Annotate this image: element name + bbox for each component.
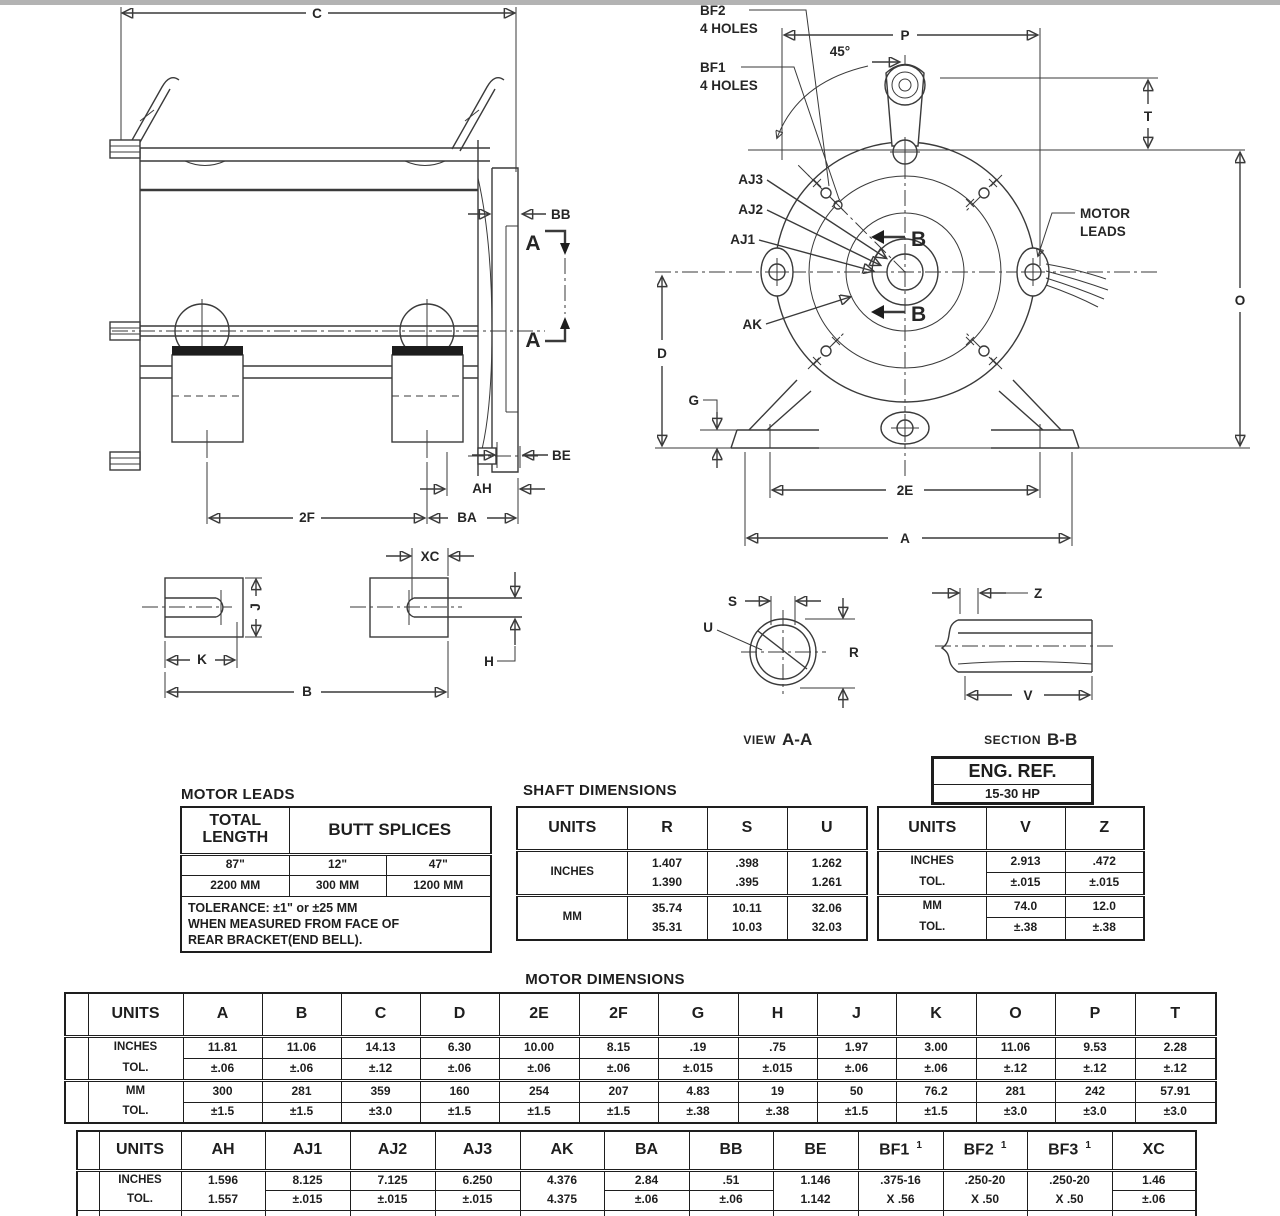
slot-left — [142, 578, 243, 637]
column-header: G — [658, 993, 738, 1036]
label-ak: AK — [742, 317, 762, 332]
edge-cell — [65, 1036, 88, 1058]
cell: ±3.0 — [976, 1102, 1055, 1123]
row-label: TOL. — [88, 1058, 183, 1080]
edge-cell — [65, 1058, 88, 1080]
cell: 1200 MM — [386, 875, 491, 896]
cell: 1.146 — [773, 1170, 858, 1190]
label-g: G — [688, 393, 699, 408]
shaft-dimensions-table — [516, 806, 868, 941]
label-r: R — [849, 645, 859, 660]
cell: 2.84 — [604, 1170, 689, 1190]
cell: ±.12 — [976, 1058, 1055, 1080]
table-row — [517, 807, 867, 850]
edge-cell — [65, 1102, 88, 1123]
cell — [773, 1210, 858, 1216]
dim-h — [484, 572, 515, 669]
column-header: V — [986, 807, 1065, 850]
cell — [520, 1210, 604, 1216]
column-header: BF1 $^1$ — [858, 1131, 943, 1170]
table-row — [77, 1190, 1196, 1210]
table-row — [65, 1036, 1216, 1058]
cell: 1.407 1.390 — [627, 850, 707, 895]
cell: ±.015 — [435, 1190, 520, 1210]
cell: 50 — [817, 1080, 896, 1102]
label-o: O — [1234, 293, 1246, 308]
cell: 1.596 — [181, 1170, 265, 1190]
column-header: UNITS — [517, 807, 627, 850]
view-aa-caption-prefix: VIEW — [743, 733, 776, 747]
side-view — [110, 6, 571, 525]
label-section-b-top: B — [911, 228, 927, 251]
edge-cell — [65, 1080, 88, 1102]
column-header: U — [787, 807, 867, 850]
label-u: U — [703, 620, 713, 635]
cell: 1.557 — [181, 1190, 265, 1210]
section-marker-b — [871, 228, 926, 326]
cell: 2.28 — [1135, 1036, 1216, 1058]
label-v: V — [1023, 688, 1033, 703]
tolerance-note — [181, 896, 491, 952]
label-motor-leads-1: MOTOR — [1080, 206, 1130, 221]
cell: 160 — [420, 1080, 499, 1102]
cell: ±1.5 — [262, 1102, 341, 1123]
column-header: BF2 $^1$ — [943, 1131, 1027, 1170]
label-2f: 2F — [299, 510, 315, 525]
edge-cell — [77, 1210, 99, 1216]
note-line: WHEN MEASURED FROM FACE OF — [188, 916, 400, 931]
motor-leads-callout — [1038, 206, 1130, 307]
cell: 35.74 35.31 — [627, 895, 707, 940]
cell — [181, 1210, 265, 1216]
cell: 254 — [499, 1080, 579, 1102]
column-header: AJ2 — [350, 1131, 435, 1170]
dim-c — [121, 6, 516, 172]
cell: 6.30 — [420, 1036, 499, 1058]
cell: ±1.5 — [420, 1102, 499, 1123]
table-row — [77, 1131, 1196, 1170]
table-row — [65, 1058, 1216, 1080]
column-header: AK — [520, 1131, 604, 1170]
label-aj2: AJ2 — [738, 202, 763, 217]
header-butt-splices: BUTT SPLICES — [289, 807, 491, 854]
label-h: H — [484, 654, 494, 669]
cell: 4.375 — [520, 1190, 604, 1210]
column-header: D — [420, 993, 499, 1036]
cell: ±.06 — [579, 1058, 658, 1080]
table-row — [181, 875, 491, 896]
cell: 19 — [738, 1080, 817, 1102]
table-row — [181, 854, 491, 875]
column-header: BB — [689, 1131, 773, 1170]
cell: 7.125 — [350, 1170, 435, 1190]
cell: ±.06 — [1112, 1190, 1196, 1210]
label-s: S — [727, 594, 737, 609]
column-header: T — [1135, 993, 1216, 1036]
dim-r — [800, 598, 859, 708]
label-ah: AH — [472, 481, 492, 496]
footnote-marker: 1 — [1000, 1140, 1007, 1152]
header-total-length: TOTAL LENGTH — [181, 807, 289, 854]
slot-right — [350, 578, 522, 637]
note-line: REAR BRACKET(END BELL). — [188, 932, 363, 947]
cell: ±.015 — [738, 1058, 817, 1080]
cell: 1.46 — [1112, 1170, 1196, 1190]
cell: 8.125 — [265, 1170, 350, 1190]
cell: 9.53 — [1055, 1036, 1135, 1058]
cell: ±.06 — [689, 1190, 773, 1210]
cell: ±1.5 — [499, 1102, 579, 1123]
label-ba: BA — [457, 510, 477, 525]
note-line: TOLERANCE: ±1" or ±25 MM — [188, 900, 358, 915]
cell: ±.12 — [1135, 1058, 1216, 1080]
label-bf2: BF2 — [700, 3, 726, 18]
label-section-a-bottom: A — [525, 329, 541, 352]
cell: 2.913 — [986, 850, 1065, 872]
cell: ±.06 — [499, 1058, 579, 1080]
column-header: P — [1055, 993, 1135, 1036]
column-header: BA — [604, 1131, 689, 1170]
cell: 300 — [183, 1080, 262, 1102]
cell: .250-20 — [943, 1170, 1027, 1190]
cell: 8.15 — [579, 1036, 658, 1058]
cell: ±.38 — [1065, 917, 1144, 940]
dim-u — [703, 620, 762, 650]
section-marker-aa — [525, 231, 570, 352]
view-aa — [703, 594, 859, 749]
labels-aj — [730, 172, 886, 271]
column-header: Z — [1065, 807, 1144, 850]
cell — [858, 1210, 943, 1216]
cell: .398 .395 — [707, 850, 787, 895]
column-header: AJ3 — [435, 1131, 520, 1170]
row-label: MM — [88, 1080, 183, 1102]
table-row — [65, 1102, 1216, 1123]
table-row — [517, 850, 867, 895]
cell: 10.00 — [499, 1036, 579, 1058]
lifting-lug — [885, 65, 925, 168]
column-header: H — [738, 993, 817, 1036]
cell — [1027, 1210, 1112, 1216]
label-bf1-sub: 4 HOLES — [700, 78, 758, 93]
table-row — [878, 917, 1144, 940]
column-header: R — [627, 807, 707, 850]
motor-dimensions-table — [64, 992, 1217, 1124]
cell: 76.2 — [896, 1080, 976, 1102]
label-bb: BB — [551, 207, 571, 222]
cell: ±.015 — [986, 872, 1065, 895]
dim-d — [657, 277, 667, 445]
column-header: UNITS — [88, 993, 183, 1036]
label-motor-leads-2: LEADS — [1080, 224, 1126, 239]
cell: ±1.5 — [817, 1102, 896, 1123]
cell: ±.06 — [420, 1058, 499, 1080]
cell: ±.015 — [265, 1190, 350, 1210]
cell: .19 — [658, 1036, 738, 1058]
label-section-a-top: A — [525, 232, 541, 255]
key-slot-views — [142, 548, 522, 699]
table-row — [878, 850, 1144, 872]
shaft-dimensions-title: SHAFT DIMENSIONS — [523, 782, 677, 799]
label-t: T — [1143, 109, 1153, 124]
eng-ref-value: 15-30 HP — [985, 786, 1040, 801]
vz-dimensions-table — [877, 806, 1145, 941]
cell: 207 — [579, 1080, 658, 1102]
dim-b-slots — [165, 641, 448, 699]
label-45: 45° — [829, 44, 851, 59]
cell: ±1.5 — [183, 1102, 262, 1123]
cell: 32.06 32.03 — [787, 895, 867, 940]
column-header: 2E — [499, 993, 579, 1036]
cell: 4.376 — [520, 1170, 604, 1190]
row-label: INCHES — [517, 850, 627, 895]
column-header: BE — [773, 1131, 858, 1170]
label-aj3: AJ3 — [738, 172, 763, 187]
cell: .250-20 — [1027, 1170, 1112, 1190]
table-row — [878, 895, 1144, 917]
dim-j — [245, 578, 263, 637]
cell: 4.83 — [658, 1080, 738, 1102]
cell: 6.250 — [435, 1170, 520, 1190]
row-label: INCHES — [99, 1170, 181, 1190]
section-bb-caption: B-B — [1047, 730, 1078, 749]
cell: .375-16 — [858, 1170, 943, 1190]
cell: ±.015 — [350, 1190, 435, 1210]
cell: 14.13 — [341, 1036, 420, 1058]
cell — [943, 1210, 1027, 1216]
lifting-hooks — [127, 78, 504, 151]
cell: 1.142 — [773, 1190, 858, 1210]
cell — [689, 1210, 773, 1216]
cell: X .50 — [943, 1190, 1027, 1210]
cell: X .56 — [858, 1190, 943, 1210]
column-header: AH — [181, 1131, 265, 1170]
cell: 12.0 — [1065, 895, 1144, 917]
column-header: B — [262, 993, 341, 1036]
eng-ref-title: ENG. REF. — [934, 759, 1091, 785]
cell: ±.06 — [183, 1058, 262, 1080]
front-feet — [655, 380, 1079, 448]
cell: ±.015 — [1065, 872, 1144, 895]
footnote-marker: 1 — [1085, 1140, 1091, 1152]
column-header: A — [183, 993, 262, 1036]
label-j: J — [248, 603, 263, 611]
cell: ±.38 — [986, 917, 1065, 940]
column-header: S — [707, 807, 787, 850]
cell: 57.91 — [1135, 1080, 1216, 1102]
column-header: 2F — [579, 993, 658, 1036]
column-header: XC — [1112, 1131, 1196, 1170]
dim-z — [932, 586, 1042, 614]
cell: ±.12 — [341, 1058, 420, 1080]
cell: 2200 MM — [181, 875, 289, 896]
cell: ±.38 — [658, 1102, 738, 1123]
cell: X .50 — [1027, 1190, 1112, 1210]
label-b: B — [302, 684, 312, 699]
column-header: UNITS — [99, 1131, 181, 1170]
cell: 12" — [289, 854, 386, 875]
edge-cell — [65, 993, 88, 1036]
feet — [172, 346, 463, 458]
row-label: TOL. — [878, 917, 986, 940]
motor-dimensions-title: MOTOR DIMENSIONS — [525, 971, 685, 988]
cell: ±.06 — [817, 1058, 896, 1080]
accessory-dimensions-table — [76, 1130, 1197, 1216]
cell — [99, 1210, 181, 1216]
front-view — [655, 3, 1250, 546]
dim-45deg — [777, 44, 899, 138]
cell: 281 — [976, 1080, 1055, 1102]
cell: 242 — [1055, 1080, 1135, 1102]
view-aa-caption: A-A — [782, 730, 813, 749]
column-header: K — [896, 993, 976, 1036]
table-row — [77, 1210, 1196, 1216]
cell — [350, 1210, 435, 1216]
column-header: BF3 $^1$ — [1027, 1131, 1112, 1170]
section-bb — [932, 586, 1115, 749]
cell: .75 — [738, 1036, 817, 1058]
cell — [1112, 1210, 1196, 1216]
edge-cell — [77, 1131, 99, 1170]
dim-v — [965, 676, 1092, 703]
cell: ±3.0 — [1135, 1102, 1216, 1123]
table-row — [878, 872, 1144, 895]
row-label: MM — [517, 895, 627, 940]
cell: 3.00 — [896, 1036, 976, 1058]
cell: 11.06 — [262, 1036, 341, 1058]
cell: ±.06 — [896, 1058, 976, 1080]
dim-xc — [386, 548, 474, 600]
label-a: A — [900, 531, 910, 546]
label-section-b-bottom: B — [911, 303, 927, 326]
row-label: TOL. — [878, 872, 986, 895]
motor-leads-table — [180, 806, 492, 953]
column-header: J — [817, 993, 896, 1036]
row-label: TOL. — [88, 1102, 183, 1123]
cell: ±1.5 — [896, 1102, 976, 1123]
label-c: C — [312, 6, 322, 21]
column-header: O — [976, 993, 1055, 1036]
column-header: UNITS — [878, 807, 986, 850]
dim-k — [165, 622, 237, 668]
cell: 359 — [341, 1080, 420, 1102]
footnote-marker: 1 — [916, 1140, 922, 1152]
column-header: C — [341, 993, 420, 1036]
cell: ±.015 — [658, 1058, 738, 1080]
cell — [604, 1210, 689, 1216]
edge-cell — [77, 1170, 99, 1190]
cell: 87" — [181, 854, 289, 875]
label-d: D — [657, 346, 667, 361]
row-label: INCHES — [88, 1036, 183, 1058]
row-label: TOL. — [99, 1190, 181, 1210]
dim-o — [1070, 153, 1250, 448]
cell: ±1.5 — [579, 1102, 658, 1123]
cell: 1.262 1.261 — [787, 850, 867, 895]
table-row — [878, 807, 1144, 850]
label-xc: XC — [420, 549, 440, 564]
table-row — [77, 1170, 1196, 1190]
cell — [435, 1210, 520, 1216]
label-z: Z — [1034, 586, 1043, 601]
cell: 10.11 10.03 — [707, 895, 787, 940]
cell: ±.06 — [262, 1058, 341, 1080]
cell: .472 — [1065, 850, 1144, 872]
dim-2f — [207, 462, 427, 525]
table-row — [65, 993, 1216, 1036]
dim-g — [688, 393, 740, 468]
cell: ±.38 — [738, 1102, 817, 1123]
cell: 11.06 — [976, 1036, 1055, 1058]
row-label: INCHES — [878, 850, 986, 872]
edge-cell — [77, 1190, 99, 1210]
cell: 300 MM — [289, 875, 386, 896]
table-row — [65, 1080, 1216, 1102]
dim-ba — [430, 496, 518, 525]
motor-leads-title: MOTOR LEADS — [181, 786, 295, 803]
labels-bf — [700, 3, 839, 199]
dim-a — [745, 452, 1072, 546]
label-aj1: AJ1 — [730, 232, 755, 247]
row-label: MM — [878, 895, 986, 917]
cell: .51 — [689, 1170, 773, 1190]
cell: 281 — [262, 1080, 341, 1102]
section-bb-caption-prefix: SECTION — [984, 733, 1041, 747]
table-row — [181, 807, 491, 854]
label-bf2-sub: 4 HOLES — [700, 21, 758, 36]
cell: ±.06 — [604, 1190, 689, 1210]
table-row — [517, 895, 867, 940]
cell: 11.81 — [183, 1036, 262, 1058]
label-2e: 2E — [896, 483, 914, 498]
cell — [265, 1210, 350, 1216]
label-ak-callout — [743, 297, 851, 332]
eng-ref-box — [931, 756, 1094, 805]
label-k: K — [197, 652, 207, 667]
label-bf1: BF1 — [700, 60, 726, 75]
label-be: BE — [552, 448, 571, 463]
cell: ±.12 — [1055, 1058, 1135, 1080]
label-p: P — [900, 28, 910, 43]
column-header: AJ1 — [265, 1131, 350, 1170]
cell: 47" — [386, 854, 491, 875]
cell: ±3.0 — [1055, 1102, 1135, 1123]
table-row — [181, 896, 491, 952]
cell: ±3.0 — [341, 1102, 420, 1123]
cell: 74.0 — [986, 895, 1065, 917]
cell: 1.97 — [817, 1036, 896, 1058]
